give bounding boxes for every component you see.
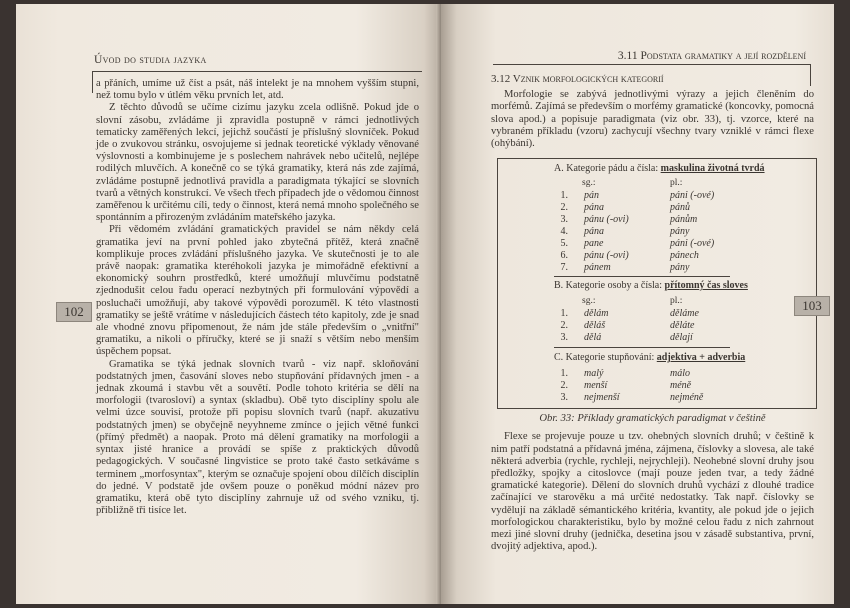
plural-form: pány xyxy=(670,262,690,274)
row-number: 1. xyxy=(560,190,568,202)
table-row xyxy=(498,262,816,273)
row-number: 1. xyxy=(560,368,568,380)
table-row xyxy=(498,380,816,391)
plural-form: dělají xyxy=(670,332,693,344)
plural-form: pány xyxy=(670,226,690,238)
table-row xyxy=(498,214,816,225)
plural-form: pánech xyxy=(670,250,699,262)
left-page xyxy=(16,4,441,604)
singular-form: dělám xyxy=(584,308,609,320)
table-row xyxy=(498,226,816,237)
left-text-column xyxy=(96,78,419,517)
singular-form: pána xyxy=(584,226,604,238)
body-paragraph: Flexe se projevuje pouze u tzv. ohebných slovních druhů; v češtině k nim patří podstatná a přídavná jména, zájmena, číslovky a slovesa, ale také některá adverbia (rychle, rychleji, nejrychleji). Neohebné slovní druhy jsou předložky, spojky a citoslovce (mají pouze jeden tvar, a tedy žádné gramatické kategorie). Dělení do slovních druhů vychází z dlouhé tradice začínající ve starověku a má určité nedostatky. Tak např. číslovky se vydělují na základě sémantického kritéria, kvantity, ale pokud jde o jejich morfologickou charakteristiku, bylo by možné celou řadu z nich zahrnout mezi jiné slovní druhy (jednička, desetina jsou v zásadě substantiva, první, dvojitý adjektiva, apod.). xyxy=(491,431,814,553)
paragraph: Gramatika se týká jednak slovních tvarů - viz např. skloňování podstatných jmen, časování sloves nebo stupňování přídavných jmen - a jednak zkoumá i stavbu vět a souvětí. Podle tohoto kritéria se dělí na morfologii (tvarosloví) a syntax (skladbu). Obě tyto disciplíny spolu ale velmi úzce souvisí, protože při popisu slovních tvarů (např. akuzativu podstatných jmen) se obyčejně neyyhneme zmínce o jejich větné funkci (přímý předmět) a naopak. Proto má dělení gramatiky na morfologii a syntax jisté hranice a provádí se spíše z praktických důvodů pedagogických. V současné lingvistice se proto také často setkáváme s terminem „morfosyntax", kterým se označuje spojení obou dílčích disciplín do jedné. V podstatě jde ovšem pouze o poněkud módní název pro gramatiku, která obě tyto disciplíny zahrnuje už od svého vzniku, tj. přibližně tři tisíce let. xyxy=(96,358,419,517)
table-row xyxy=(498,320,816,331)
table-header-row: sg.: pl.: xyxy=(582,178,683,189)
singular-form: malý xyxy=(584,368,604,380)
right-text-column xyxy=(491,73,814,553)
paragraph: Při vědomém zvládání gramatických pravidel se nám někdy celá gramatika jeví na první pohled jako zbytečná přítěž, která značně komplikuje proces zvládání příslušného jazyka. Ve skutečnosti je to ale právě naopak: gramatika kteréhokoli jazyka je mimořádně efektivní a ekonomický souhrn prostředků, které umožňují mluvčímu podstatně zjednodušit celou řadu operací nezbytných při formulování výpovědí a posluchači umožňují, aby takové výpovědi porozuměl. K této vlastnosti gramatiky se ještě vrátíme v následujících částech této kapitoly, zde je snad ale vhodné znovu připomenout, že nám jde stále především o „vnitřní" gramatiku, a nikoli o příručky, které se ji snaží s větším nebo menším úspěchem popsat. xyxy=(96,224,419,358)
right-page xyxy=(441,4,834,604)
singular-form: nejmenší xyxy=(584,392,620,404)
plural-form: pánů xyxy=(670,202,690,214)
row-number: 3. xyxy=(560,332,568,344)
table-row xyxy=(498,250,816,261)
row-number: 3. xyxy=(560,392,568,404)
plural-form: málo xyxy=(670,368,690,380)
plural-form: páni (-ové) xyxy=(670,238,715,250)
singular-form: pánem xyxy=(584,262,611,274)
figure-caption: Obr. 33: Příklady gramatických paradigmat v češtině xyxy=(539,413,766,425)
paragraph: a přáních, umíme už číst a psát, náš intelekt je na mnohem vyšším stupni, než tomu bylo v útlém věku prvních let, atd. xyxy=(96,78,419,102)
plural-form: děláte xyxy=(670,320,695,332)
row-number: 3. xyxy=(560,214,568,226)
singular-form: pán xyxy=(584,190,599,202)
plural-form: méně xyxy=(670,380,692,392)
row-number: 6. xyxy=(560,250,568,262)
running-head-left: Úvod do studia jazyka xyxy=(94,54,207,66)
table-row xyxy=(498,368,816,379)
plural-form: nejméně xyxy=(670,392,704,404)
plural-form: děláme xyxy=(670,308,699,320)
plural-form: páni (-ové) xyxy=(670,190,715,202)
page-number-left: 102 xyxy=(56,302,92,322)
table-row xyxy=(498,332,816,343)
header-tick-left xyxy=(92,71,93,93)
table-row xyxy=(498,238,816,249)
row-number: 4. xyxy=(560,226,568,238)
table-row xyxy=(498,190,816,201)
table-row xyxy=(498,308,816,319)
section-title: 3.12 Vznik morfologických kategorií xyxy=(491,73,664,85)
row-number: 2. xyxy=(560,380,568,392)
table-section-b-heading: B. Kategorie osoby a čísla: přítomný čas sloves xyxy=(554,280,748,292)
table-divider xyxy=(554,347,730,348)
open-book xyxy=(4,4,846,604)
row-number: 5. xyxy=(560,238,568,250)
table-header-row: sg.: pl.: xyxy=(582,296,683,307)
page-number-right: 103 xyxy=(794,296,830,316)
row-number: 2. xyxy=(560,202,568,214)
row-number: 2. xyxy=(560,320,568,332)
table-row xyxy=(498,202,816,213)
table-divider xyxy=(554,276,730,277)
intro-paragraph: Morfologie se zabývá jednotlivými výrazy a jejich členěním do morfémů. Zajímá se především o morfémy gramatické (koncovky, pomocná slova apod.) a popisuje paradigmata (viz obr. 33), tj. vzorce, které na vybraném příkladu (vzoru) zachycují všechny tvary vzniklé v rámci flexe (ohýbání). xyxy=(491,89,814,150)
singular-form: pánu (-ovi) xyxy=(584,214,629,226)
paragraph: Z těchto důvodů se učíme cizímu jazyku zcela odlišně. Pokud jde o slovní zásobu, zvládáme ji zpravidla postupně v rámci jednotlivých tematicky zaměřených lekcí, jejichž součástí je příslušný slovníček. Pokud jde o zvukovou stránku, osvojujeme si jednak teoretické výklady věnované výslovnosti a kombinujeme je s poslechem nahrávek nebo učitelů, nejlépe rodilých mluvčích. A konečně co se týká gramatiky, která nás zde zajímá, zvládáme postupně jednotlivá pravidla a paradigmata týkající se slovních tvarů a větných konstrukcí. Ve všech třech případech jde o vědomou činnost zaměřenou k určitému cíli, tedy o činnost, která nemá mnoho společného se spontánním a přirozeným zvládáním mateřského jazyka. xyxy=(96,102,419,224)
table-section-c-heading: C. Kategorie stupňování: adjektiva + adverbia xyxy=(554,352,746,364)
row-number: 1. xyxy=(560,308,568,320)
singular-form: pane xyxy=(584,238,604,250)
singular-form: pána xyxy=(584,202,604,214)
running-head-right: 3.11 Podstata gramatiky a její rozdělení xyxy=(617,50,806,62)
header-rule-right xyxy=(493,64,811,65)
table-section-a-heading: A. Kategorie pádu a čísla: maskulina životná tvrdá xyxy=(554,163,765,175)
plural-form: pánům xyxy=(670,214,698,226)
paradigm-table xyxy=(497,158,817,409)
singular-form: děláš xyxy=(584,320,606,332)
singular-form: menší xyxy=(584,380,608,392)
table-row xyxy=(498,392,816,403)
header-rule-left xyxy=(92,71,422,72)
row-number: 7. xyxy=(560,262,568,274)
singular-form: pánu (-ovi) xyxy=(584,250,629,262)
singular-form: dělá xyxy=(584,332,602,344)
